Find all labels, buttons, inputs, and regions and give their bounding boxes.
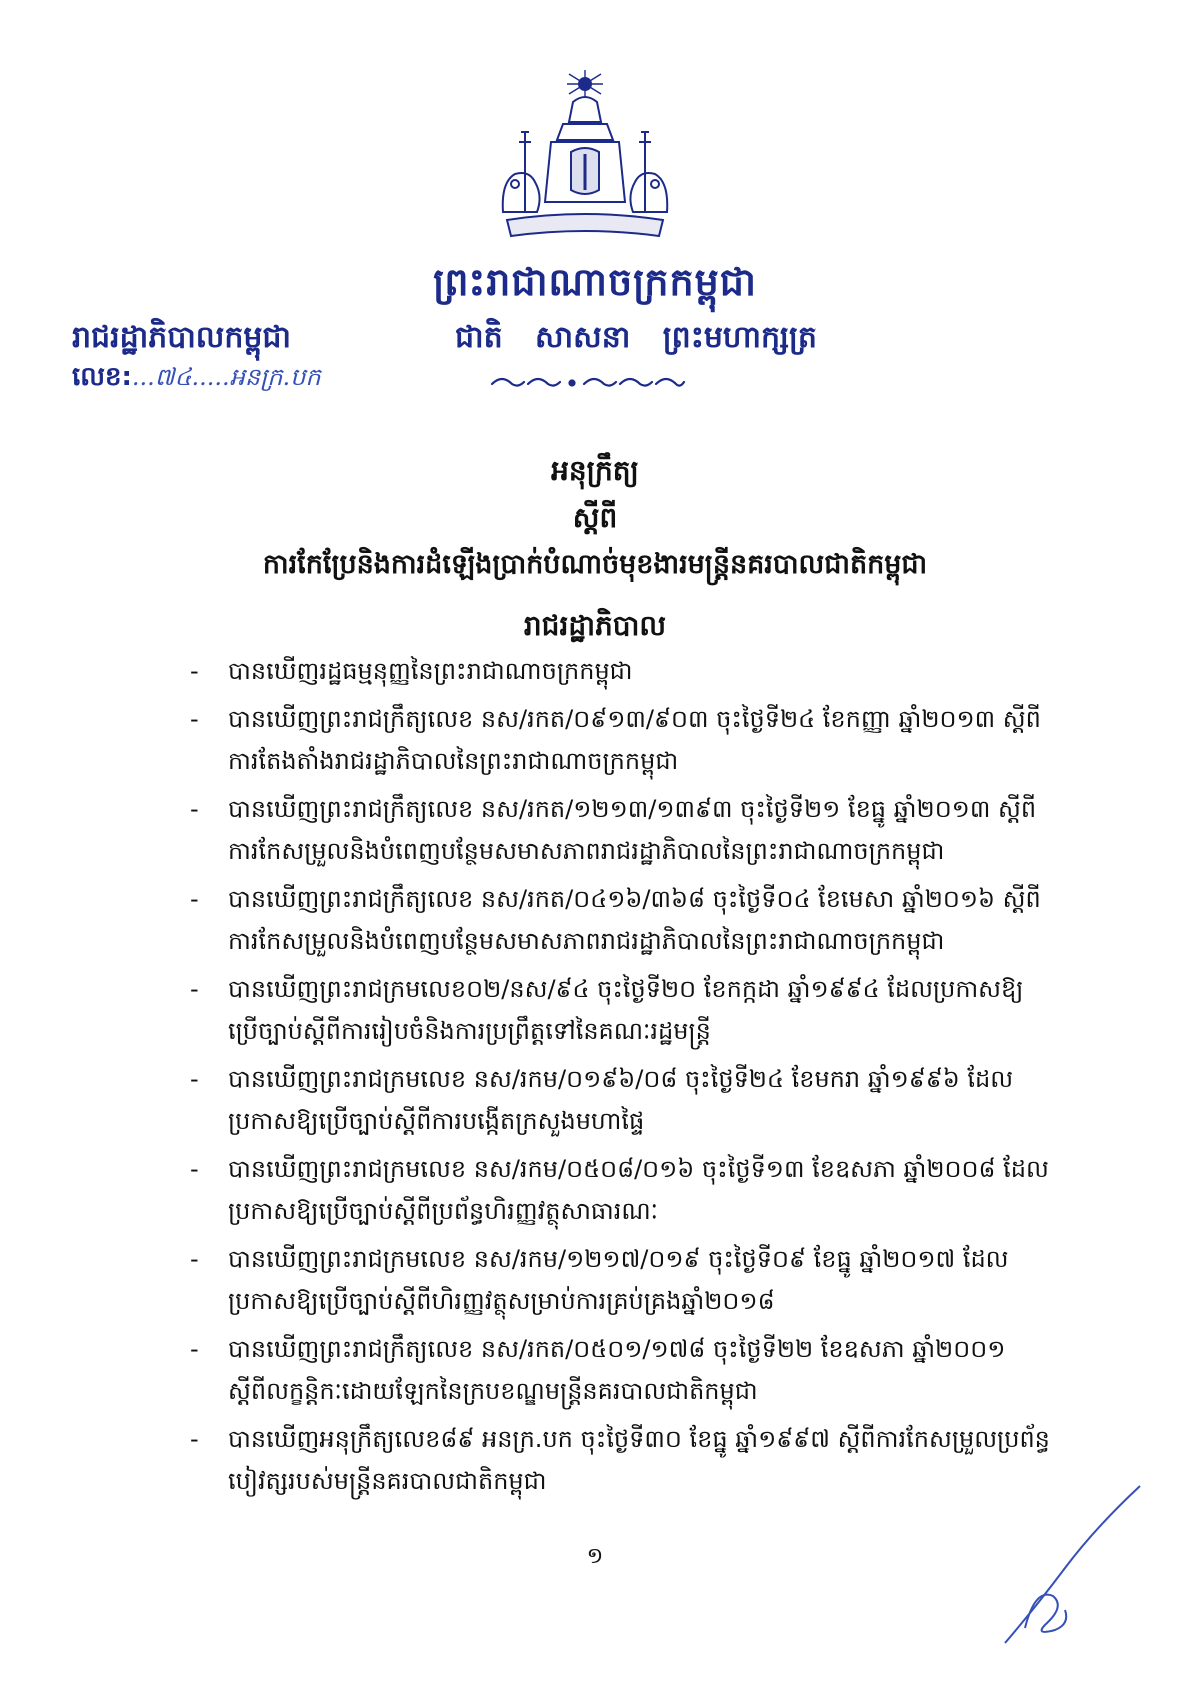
recital-text: បានឃើញព្រះរាជក្រឹត្យលេខ នស/រកត/០៤១៦/៣៦៨ ចុះថ្ងៃទី០៤ ខែមេសា ឆ្នាំ២០១៦ ស្តីពីការកែសម្រួលនិងបំពេញបន្ថែមសមាសភាពរាជរដ្ឋាភិបាលនៃព្រះរាជាណាចក្រកម្ពុជា xyxy=(228,885,1041,955)
handwritten-initials-signature xyxy=(995,1478,1145,1648)
reference-label: លេខ: xyxy=(72,362,132,392)
list-dash: - xyxy=(190,657,199,685)
recital-item xyxy=(190,1058,1050,1142)
reference-number xyxy=(72,360,321,398)
recital-text: បានឃើញព្រះរាជក្រឹត្យលេខ នស/រកត/០៩១៣/៩០៣ ចុះថ្ងៃទី២៤ ខែកញ្ញា ឆ្នាំ២០១៣ ស្តីពីការតែងតាំងរាជរដ្ឋាភិបាលនៃព្រះរាជាណាចក្រកម្ពុជា xyxy=(228,705,1041,775)
list-dash: - xyxy=(190,1425,199,1453)
royal-coat-of-arms-icon xyxy=(485,62,685,252)
document-about: ស្តីពី xyxy=(572,501,618,534)
recital-item xyxy=(190,1328,1050,1412)
recital-text: បានឃើញអនុក្រឹត្យលេខ៨៩ អនក្រ.បក ចុះថ្ងៃទី៣០ ខែធ្នូ ឆ្នាំ១៩៩៧ ស្តីពីការកែសម្រួលប្រព័ន្ធបៀវត្សរបស់មន្ត្រីនគរបាលជាតិកម្ពុជា xyxy=(228,1425,1050,1495)
list-dash: - xyxy=(190,795,199,823)
recital-item xyxy=(190,1418,1050,1502)
recital-text: បានឃើញព្រះរាជក្រឹត្យលេខ នស/រកត/០៥០១/១៧៨ ចុះថ្ងៃទី២២ ខែឧសភា ឆ្នាំ២០០១ ស្តីពីលក្ខន្តិកៈដោយឡែកនៃក្របខណ្ឌមន្ត្រីនគរបាលជាតិកម្ពុជា xyxy=(228,1335,1006,1405)
document-title: ការកែប្រែនិងការដំឡើងប្រាក់បំណាច់មុខងារមន្ត្រីនគរបាលជាតិកម្ពុជា xyxy=(262,549,928,580)
national-motto: ជាតិ សាសនា ព្រះមហាក្សត្រ xyxy=(455,320,817,355)
list-dash: - xyxy=(190,1245,199,1273)
document-type: អនុក្រឹត្យ xyxy=(551,454,639,487)
recitals-list xyxy=(190,650,1050,1508)
list-dash: - xyxy=(190,1065,199,1093)
recital-item xyxy=(190,878,1050,962)
recital-item xyxy=(190,788,1050,872)
page-number: ១ xyxy=(586,1544,604,1569)
issuing-government: រាជរដ្ឋាភិបាលកម្ពុជា xyxy=(72,320,291,355)
decorative-flourish-icon xyxy=(488,372,688,392)
recital-item xyxy=(190,1238,1050,1322)
document-issuer: រាជរដ្ឋាភិបាល xyxy=(523,609,667,642)
reference-value: ...៧៤.....អនក្រ.បក xyxy=(131,363,321,391)
recital-text: បានឃើញព្រះរាជក្រមលេខ នស/រកម/០១៩៦/០៨ ចុះថ្ងៃទី២៤ ខែមករា ឆ្នាំ១៩៩៦ ដែលប្រកាសឱ្យប្រើច្បាប់ស្តីពីការបង្កើតក្រសួងមហាផ្ទៃ xyxy=(228,1065,1014,1135)
recital-text: បានឃើញព្រះរាជក្រមលេខ នស/រកម/១២១៧/០១៩ ចុះថ្ងៃទី០៩ ខែធ្នូ ឆ្នាំ២០១៧ ដែលប្រកាសឱ្យប្រើច្បាប់ស្តីពីហិរញ្ញវត្ថុសម្រាប់ការគ្រប់គ្រងឆ្នាំ២០១៨ xyxy=(228,1245,1009,1315)
list-dash: - xyxy=(190,975,199,1003)
recital-item xyxy=(190,698,1050,782)
recital-item xyxy=(190,1148,1050,1232)
recital-text: បានឃើញព្រះរាជក្រឹត្យលេខ នស/រកត/១២១៣/១៣៩៣ ចុះថ្ងៃទី២១ ខែធ្នូ ឆ្នាំ២០១៣ ស្តីពីការកែសម្រួលនិងបំពេញបន្ថែមសមាសភាពរាជរដ្ឋាភិបាលនៃព្រះរាជាណាចក្រកម្ពុជា xyxy=(228,795,1037,865)
list-dash: - xyxy=(190,1335,199,1363)
list-dash: - xyxy=(190,1155,199,1183)
list-dash: - xyxy=(190,885,199,913)
list-dash: - xyxy=(190,705,199,733)
recital-item xyxy=(190,650,1050,692)
kingdom-heading: ព្រះរាជាណាចក្រកម្ពុជា xyxy=(433,260,757,304)
recital-text: បានឃើញរដ្ឋធម្មនុញ្ញនៃព្រះរាជាណាចក្រកម្ពុជា xyxy=(228,657,633,685)
recital-item xyxy=(190,968,1050,1052)
recital-text: បានឃើញព្រះរាជក្រមលេខ០២/នស/៩៤ ចុះថ្ងៃទី២០ ខែកក្កដា ឆ្នាំ១៩៩៤ ដែលប្រកាសឱ្យប្រើច្បាប់ស្តីពីការរៀបចំនិងការប្រព្រឹត្តទៅនៃគណៈរដ្ឋមន្ត្រី xyxy=(228,975,1024,1045)
recital-text: បានឃើញព្រះរាជក្រមលេខ នស/រកម/០៥០៨/០១៦ ចុះថ្ងៃទី១៣ ខែឧសភា ឆ្នាំ២០០៨ ដែលប្រកាសឱ្យប្រើច្បាប់ស្តីពីប្រព័ន្ធហិរញ្ញវត្ថុសាធារណៈ xyxy=(228,1155,1049,1225)
